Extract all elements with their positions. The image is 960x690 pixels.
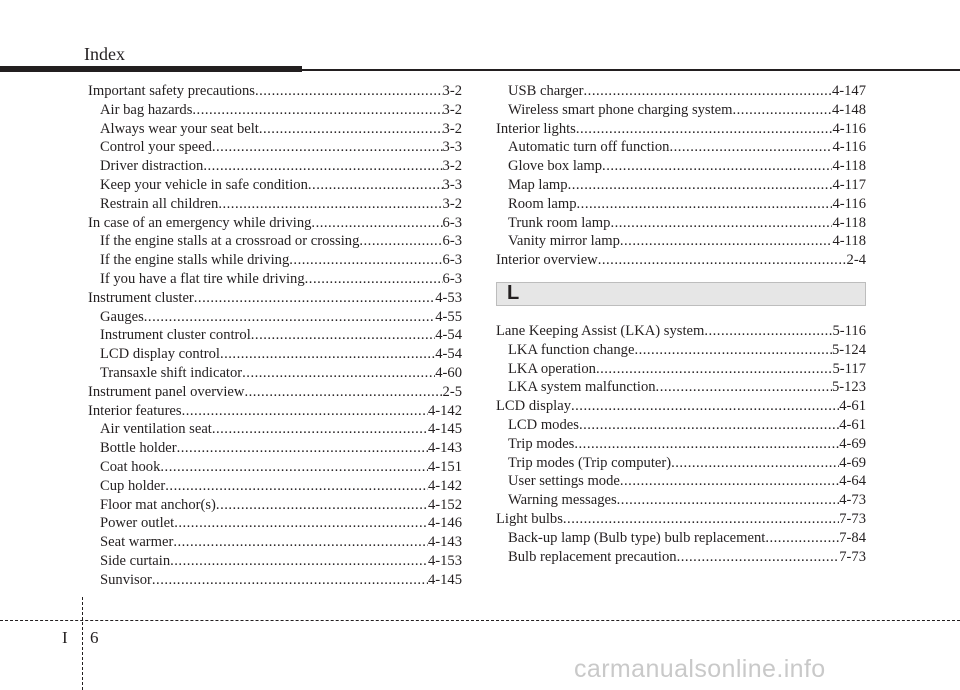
footer-horizontal-rule bbox=[0, 620, 960, 621]
entry-text: Gauges bbox=[100, 308, 144, 325]
index-list-right-top bbox=[496, 82, 866, 270]
leader-dots bbox=[311, 214, 442, 233]
leader-dots bbox=[177, 439, 428, 458]
footer-section-label: I bbox=[62, 628, 68, 647]
leader-dots bbox=[160, 458, 428, 477]
entry-page: 7-84 bbox=[839, 529, 866, 546]
entry-text: Coat hook bbox=[100, 458, 161, 475]
index-subentry bbox=[88, 439, 462, 458]
index-subentry bbox=[496, 82, 866, 101]
index-subentry bbox=[88, 232, 462, 251]
entry-text: Transaxle shift indicator bbox=[100, 364, 243, 381]
index-subentry bbox=[88, 251, 462, 270]
leader-dots bbox=[598, 251, 847, 270]
entry-text: If the engine stalls while driving bbox=[100, 252, 290, 269]
index-subentry bbox=[496, 454, 866, 473]
entry-page: 5-116 bbox=[832, 322, 866, 339]
index-entry bbox=[496, 397, 866, 416]
entry-page: 4-151 bbox=[427, 458, 462, 475]
index-entry bbox=[88, 289, 462, 308]
entry-page: 3-2 bbox=[442, 83, 462, 99]
entry-page: 5-124 bbox=[831, 341, 866, 358]
index-subentry bbox=[496, 341, 866, 360]
entry-text: Air bag hazards bbox=[100, 101, 193, 118]
entry-text: Driver distraction bbox=[100, 158, 204, 175]
index-subentry bbox=[88, 176, 462, 195]
entry-text: Interior lights bbox=[496, 120, 576, 137]
leader-dots bbox=[289, 251, 442, 270]
leader-dots bbox=[584, 82, 832, 101]
entry-page: 4-147 bbox=[831, 83, 866, 99]
entry-page: 4-143 bbox=[427, 440, 462, 457]
entry-page: 4-61 bbox=[839, 416, 866, 433]
entry-page: 3-2 bbox=[442, 158, 462, 175]
header-rule-thick bbox=[0, 66, 302, 72]
entry-text: Bottle holder bbox=[100, 440, 177, 457]
entry-text: Light bulbs bbox=[496, 510, 563, 527]
index-subentry bbox=[88, 270, 462, 289]
leader-dots bbox=[220, 345, 435, 364]
entry-text: LCD display bbox=[496, 398, 571, 415]
entry-page: 4-143 bbox=[427, 534, 462, 551]
leader-dots bbox=[656, 378, 832, 397]
entry-page: 3-2 bbox=[442, 120, 462, 137]
leader-dots bbox=[571, 397, 839, 416]
leader-dots bbox=[579, 416, 839, 435]
leader-dots bbox=[305, 270, 443, 289]
leader-dots bbox=[634, 341, 831, 360]
leader-dots bbox=[576, 120, 833, 139]
leader-dots bbox=[610, 214, 832, 233]
index-subentry bbox=[88, 533, 462, 552]
entry-text: Glove box lamp bbox=[508, 158, 603, 175]
index-subentry bbox=[496, 101, 866, 120]
entry-text: User settings mode bbox=[508, 473, 620, 490]
index-subentry bbox=[88, 308, 462, 327]
index-column-left bbox=[88, 82, 462, 590]
entry-page: 6-3 bbox=[442, 270, 462, 287]
entry-text: USB charger bbox=[508, 83, 584, 99]
index-entry bbox=[88, 82, 462, 101]
entry-page: 4-53 bbox=[435, 289, 462, 306]
index-subentry bbox=[88, 514, 462, 533]
entry-page: 4-142 bbox=[427, 402, 462, 419]
leader-dots bbox=[671, 454, 839, 473]
entry-page: 4-146 bbox=[427, 515, 462, 532]
entry-text: Warning messages bbox=[508, 492, 617, 509]
entry-page: 4-118 bbox=[832, 233, 866, 250]
leader-dots bbox=[216, 496, 428, 515]
leader-dots bbox=[620, 472, 839, 491]
entry-page: 4-142 bbox=[427, 477, 462, 494]
entry-page: 3-2 bbox=[442, 101, 462, 118]
index-subentry bbox=[88, 326, 462, 345]
index-subentry bbox=[496, 491, 866, 510]
entry-page: 3-3 bbox=[442, 176, 462, 193]
entry-text: In case of an emergency while driving bbox=[88, 214, 312, 231]
leader-dots bbox=[244, 383, 442, 402]
header-rule-thin bbox=[302, 69, 960, 71]
leader-dots bbox=[194, 289, 435, 308]
leader-dots bbox=[617, 491, 840, 510]
entry-text: LKA operation bbox=[508, 360, 596, 377]
index-entry bbox=[88, 214, 462, 233]
entry-text: Restrain all children bbox=[100, 195, 219, 212]
entry-page: 6-3 bbox=[442, 233, 462, 250]
leader-dots bbox=[165, 477, 428, 496]
index-subentry bbox=[88, 364, 462, 383]
leader-dots bbox=[203, 157, 442, 176]
entry-text: Instrument cluster bbox=[88, 289, 194, 306]
entry-page: 4-145 bbox=[427, 571, 462, 588]
entry-text: Instrument cluster control bbox=[100, 327, 251, 344]
leader-dots bbox=[596, 360, 833, 379]
index-subentry bbox=[496, 529, 866, 548]
leader-dots bbox=[620, 232, 833, 251]
leader-dots bbox=[192, 101, 442, 120]
entry-page: 4-152 bbox=[427, 496, 462, 513]
index-entry bbox=[88, 402, 462, 421]
entry-page: 2-4 bbox=[846, 252, 866, 269]
section-letter: L bbox=[507, 281, 520, 304]
index-subentry bbox=[496, 232, 866, 251]
index-subentry bbox=[496, 176, 866, 195]
entry-text: If you have a flat tire while driving bbox=[100, 270, 305, 287]
entry-page: 4-118 bbox=[832, 158, 866, 175]
index-subentry bbox=[88, 195, 462, 214]
leader-dots bbox=[677, 548, 840, 567]
index-entry bbox=[496, 322, 866, 341]
entry-text: Control your speed bbox=[100, 139, 212, 156]
entry-text: Back-up lamp (Bulb type) bulb replacement bbox=[508, 529, 766, 546]
index-subentry bbox=[88, 345, 462, 364]
entry-page: 4-148 bbox=[831, 101, 866, 118]
entry-page: 3-3 bbox=[442, 139, 462, 156]
leader-dots bbox=[255, 82, 443, 101]
entry-text: Important safety precautions bbox=[88, 83, 255, 99]
leader-dots bbox=[144, 308, 435, 327]
leader-dots bbox=[568, 176, 833, 195]
entry-text: LCD modes bbox=[508, 416, 579, 433]
leader-dots bbox=[308, 176, 443, 195]
leader-dots bbox=[765, 529, 839, 548]
entry-text: Bulb replacement precaution bbox=[508, 548, 677, 565]
leader-dots bbox=[212, 138, 443, 157]
entry-text: Keep your vehicle in safe condition bbox=[100, 176, 308, 193]
index-subentry bbox=[496, 214, 866, 233]
leader-dots bbox=[704, 322, 832, 341]
entry-text: Vanity mirror lamp bbox=[508, 233, 620, 250]
leader-dots bbox=[182, 402, 428, 421]
entry-page: 4-116 bbox=[832, 195, 866, 212]
entry-text: Trunk room lamp bbox=[508, 214, 611, 231]
index-subentry bbox=[496, 157, 866, 176]
entry-page: 4-73 bbox=[839, 492, 866, 509]
leader-dots bbox=[733, 101, 832, 120]
entry-page: 4-64 bbox=[839, 473, 866, 490]
index-subentry bbox=[88, 552, 462, 571]
index-subentry bbox=[88, 496, 462, 515]
leader-dots bbox=[669, 138, 832, 157]
entry-page: 6-3 bbox=[442, 252, 462, 269]
entry-text: Always wear your seat belt bbox=[100, 120, 259, 137]
footer-page-number: 6 bbox=[90, 628, 99, 647]
leader-dots bbox=[563, 510, 839, 529]
index-subentry bbox=[88, 120, 462, 139]
index-subentry bbox=[88, 477, 462, 496]
index-subentry bbox=[496, 195, 866, 214]
index-subentry bbox=[88, 157, 462, 176]
index-list-right-bottom bbox=[496, 322, 866, 566]
entry-page: 7-73 bbox=[839, 548, 866, 565]
index-subentry bbox=[88, 458, 462, 477]
entry-text: Interior features bbox=[88, 402, 182, 419]
entry-page: 4-118 bbox=[832, 214, 866, 231]
footer-vertical-rule bbox=[82, 597, 83, 690]
index-subentry bbox=[496, 378, 866, 397]
index-entry bbox=[496, 251, 866, 270]
entry-page: 4-69 bbox=[839, 435, 866, 452]
entry-text: Side curtain bbox=[100, 552, 171, 569]
entry-page: 7-73 bbox=[839, 510, 866, 527]
entry-text: Instrument panel overview bbox=[88, 383, 245, 400]
index-entry bbox=[88, 383, 462, 402]
entry-text: Interior overview bbox=[496, 252, 598, 269]
leader-dots bbox=[577, 195, 833, 214]
index-subentry bbox=[88, 101, 462, 120]
entry-text: If the engine stalls at a crossroad or crossing bbox=[100, 233, 360, 250]
index-subentry bbox=[496, 435, 866, 454]
leader-dots bbox=[212, 420, 428, 439]
entry-text: LKA function change bbox=[508, 341, 635, 358]
leader-dots bbox=[170, 552, 428, 571]
entry-page: 4-117 bbox=[832, 176, 866, 193]
entry-text: Seat warmer bbox=[100, 534, 174, 551]
entry-text: Cup holder bbox=[100, 477, 166, 494]
index-column-right bbox=[496, 82, 866, 566]
entry-text: Room lamp bbox=[508, 195, 577, 212]
entry-page: 2-5 bbox=[442, 383, 462, 400]
entry-page: 4-116 bbox=[832, 139, 866, 156]
index-subentry bbox=[496, 416, 866, 435]
leader-dots bbox=[242, 364, 435, 383]
entry-page: 4-153 bbox=[427, 552, 462, 569]
leader-dots bbox=[174, 514, 428, 533]
watermark: carmanualsonline.info bbox=[574, 655, 826, 683]
entry-page: 4-55 bbox=[435, 308, 462, 325]
entry-page: 4-145 bbox=[427, 421, 462, 438]
entry-page: 4-116 bbox=[832, 120, 866, 137]
section-letter-bar bbox=[496, 282, 866, 306]
leader-dots bbox=[574, 435, 839, 454]
leader-dots bbox=[602, 157, 832, 176]
leader-dots bbox=[259, 120, 443, 139]
leader-dots bbox=[251, 326, 435, 345]
entry-page: 3-2 bbox=[442, 195, 462, 212]
index-entry bbox=[496, 120, 866, 139]
leader-dots bbox=[152, 571, 428, 590]
header-rule bbox=[0, 66, 960, 72]
entry-text: Trip modes bbox=[508, 435, 575, 452]
entry-page: 4-54 bbox=[435, 346, 462, 363]
entry-text: LCD display control bbox=[100, 346, 220, 363]
entry-page: 5-123 bbox=[831, 379, 866, 396]
entry-text: LKA system malfunction bbox=[508, 379, 656, 396]
entry-text: Lane Keeping Assist (LKA) system bbox=[496, 322, 705, 339]
entry-text: Power outlet bbox=[100, 515, 175, 532]
entry-page: 4-69 bbox=[839, 454, 866, 471]
leader-dots bbox=[218, 195, 442, 214]
index-subentry bbox=[496, 360, 866, 379]
entry-text: Air ventilation seat bbox=[100, 421, 212, 438]
page-title: Index bbox=[84, 44, 125, 64]
index-subentry bbox=[88, 571, 462, 590]
entry-text: Sunvisor bbox=[100, 571, 152, 588]
entry-page: 4-60 bbox=[435, 364, 462, 381]
leader-dots bbox=[359, 232, 442, 251]
index-subentry bbox=[496, 548, 866, 567]
leader-dots bbox=[173, 533, 428, 552]
entry-text: Wireless smart phone charging system bbox=[508, 101, 733, 118]
entry-text: Floor mat anchor(s) bbox=[100, 496, 216, 513]
entry-page: 4-61 bbox=[839, 398, 866, 415]
index-subentry bbox=[88, 138, 462, 157]
entry-text: Map lamp bbox=[508, 176, 568, 193]
entry-text: Trip modes (Trip computer) bbox=[508, 454, 672, 471]
index-subentry bbox=[496, 138, 866, 157]
entry-page: 6-3 bbox=[442, 214, 462, 231]
entry-text: Automatic turn off function bbox=[508, 139, 670, 156]
entry-page: 5-117 bbox=[832, 360, 866, 377]
index-entry bbox=[496, 510, 866, 529]
index-subentry bbox=[496, 472, 866, 491]
entry-page: 4-54 bbox=[435, 327, 462, 344]
index-subentry bbox=[88, 420, 462, 439]
